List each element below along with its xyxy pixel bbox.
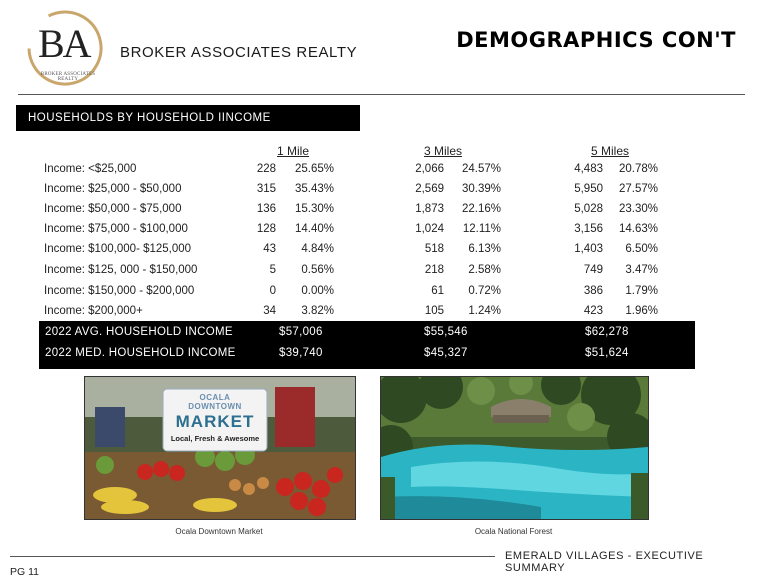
summary-5-miles: $51,624 — [585, 347, 629, 359]
percent-5-miles: 20.78% — [618, 163, 658, 175]
forest-photo — [380, 376, 649, 520]
row-label: Income: $100,000- $125,000 — [44, 243, 192, 255]
count-5-miles: 749 — [583, 264, 603, 276]
row-label: Income: $25,000 - $50,000 — [44, 183, 182, 195]
percent-3-miles: 1.24% — [468, 305, 501, 317]
summary-1-mile: $39,740 — [279, 347, 323, 359]
percent-1-mile: 4.84% — [301, 243, 334, 255]
count-3-miles: 1,873 — [415, 203, 444, 215]
percent-3-miles: 0.72% — [468, 285, 501, 297]
count-5-miles: 1,403 — [574, 243, 603, 255]
document-title: EMERALD VILLAGES - EXECUTIVE SUMMARY — [505, 550, 704, 574]
count-3-miles: 518 — [424, 243, 444, 255]
percent-3-miles: 12.11% — [462, 223, 501, 235]
market-sign-line1: OCALA — [199, 393, 231, 402]
percent-5-miles: 23.30% — [618, 203, 658, 215]
percent-1-mile: 15.30% — [294, 203, 334, 215]
count-1-mile: 0 — [269, 285, 276, 297]
market-caption: Ocala Downtown Market — [175, 527, 263, 536]
percent-5-miles: 14.63% — [618, 223, 658, 235]
count-5-miles: 3,156 — [574, 223, 603, 235]
count-1-mile: 136 — [256, 203, 276, 215]
row-label: Income: $200,000+ — [44, 305, 143, 317]
percent-1-mile: 3.82% — [301, 305, 334, 317]
percent-1-mile: 14.40% — [294, 223, 334, 235]
table-row — [0, 203, 766, 223]
table-row — [0, 285, 766, 305]
table-row — [0, 163, 766, 183]
table-row — [0, 264, 766, 284]
market-sign-line2: DOWNTOWN — [188, 402, 242, 411]
percent-5-miles: 1.79% — [625, 285, 658, 297]
percent-5-miles: 1.96% — [625, 305, 658, 317]
row-label: Income: $75,000 - $100,000 — [44, 223, 188, 235]
section-title: HOUSEHOLDS BY HOUSEHOLD IINCOME — [16, 105, 360, 131]
table-row — [0, 223, 766, 243]
count-1-mile: 228 — [256, 163, 276, 175]
row-label: Income: $50,000 - $75,000 — [44, 203, 182, 215]
percent-1-mile: 35.43% — [294, 183, 334, 195]
column-header-5-miles: 5 Miles — [591, 144, 630, 158]
count-1-mile: 315 — [256, 183, 276, 195]
column-header-1-mile: 1 Mile — [277, 144, 310, 158]
percent-1-mile: 0.56% — [301, 264, 334, 276]
summary-label: 2022 AVG. HOUSEHOLD INCOME — [45, 326, 233, 338]
summary-row-median — [39, 347, 695, 367]
count-3-miles: 2,569 — [415, 183, 444, 195]
count-1-mile: 128 — [256, 223, 276, 235]
count-1-mile: 5 — [269, 264, 276, 276]
summary-label: 2022 MED. HOUSEHOLD INCOME — [45, 347, 236, 359]
table-row — [0, 183, 766, 203]
footer-divider — [10, 556, 495, 557]
logo-initials: BA — [38, 21, 90, 66]
percent-3-miles: 30.39% — [461, 183, 501, 195]
table-row — [0, 243, 766, 263]
brand-logo — [24, 10, 106, 90]
count-1-mile: 43 — [263, 243, 276, 255]
forest-spring-scene-icon — [381, 377, 648, 519]
percent-5-miles: 3.47% — [625, 264, 658, 276]
summary-5-miles: $62,278 — [585, 326, 629, 338]
row-label: Income: $125, 000 - $150,000 — [44, 264, 198, 276]
market-sign-tagline: Local, Fresh & Awesome — [170, 434, 260, 443]
count-3-miles: 105 — [424, 305, 444, 317]
page-number: PG 11 — [10, 566, 39, 578]
row-label: Income: <$25,000 — [44, 163, 137, 175]
market-photo — [84, 376, 356, 520]
percent-3-miles: 24.57% — [461, 163, 501, 175]
income-summary-band — [39, 321, 695, 369]
summary-1-mile: $57,006 — [279, 326, 323, 338]
header-divider — [18, 94, 745, 95]
percent-1-mile: 25.65% — [294, 163, 334, 175]
summary-3-miles: $45,327 — [424, 347, 468, 359]
percent-3-miles: 2.58% — [468, 264, 501, 276]
row-label: Income: $150,000 - $200,000 — [44, 285, 195, 297]
count-5-miles: 386 — [583, 285, 603, 297]
page-title: DEMOGRAPHICS CON'T — [456, 28, 736, 52]
count-5-miles: 5,950 — [574, 183, 603, 195]
count-3-miles: 2,066 — [415, 163, 444, 175]
brand-name: BROKER ASSOCIATES REALTY — [120, 44, 358, 61]
column-header-3-miles: 3 Miles — [424, 144, 463, 158]
count-5-miles: 5,028 — [574, 203, 603, 215]
logo-subtext: BROKER ASSOCIATES REALTY — [40, 72, 96, 82]
summary-row-avg — [39, 326, 695, 346]
percent-3-miles: 6.13% — [468, 243, 501, 255]
forest-caption: Ocala National Forest — [474, 527, 553, 536]
count-1-mile: 34 — [263, 305, 276, 317]
percent-3-miles: 22.16% — [461, 203, 501, 215]
summary-3-miles: $55,546 — [424, 326, 468, 338]
count-3-miles: 218 — [424, 264, 444, 276]
count-3-miles: 1,024 — [415, 223, 444, 235]
percent-5-miles: 6.50% — [625, 243, 658, 255]
count-3-miles: 61 — [431, 285, 444, 297]
market-sign-line3: MARKET — [175, 412, 255, 431]
percent-5-miles: 27.57% — [618, 183, 658, 195]
count-5-miles: 423 — [583, 305, 603, 317]
percent-1-mile: 0.00% — [301, 285, 334, 297]
count-5-miles: 4,483 — [574, 163, 603, 175]
